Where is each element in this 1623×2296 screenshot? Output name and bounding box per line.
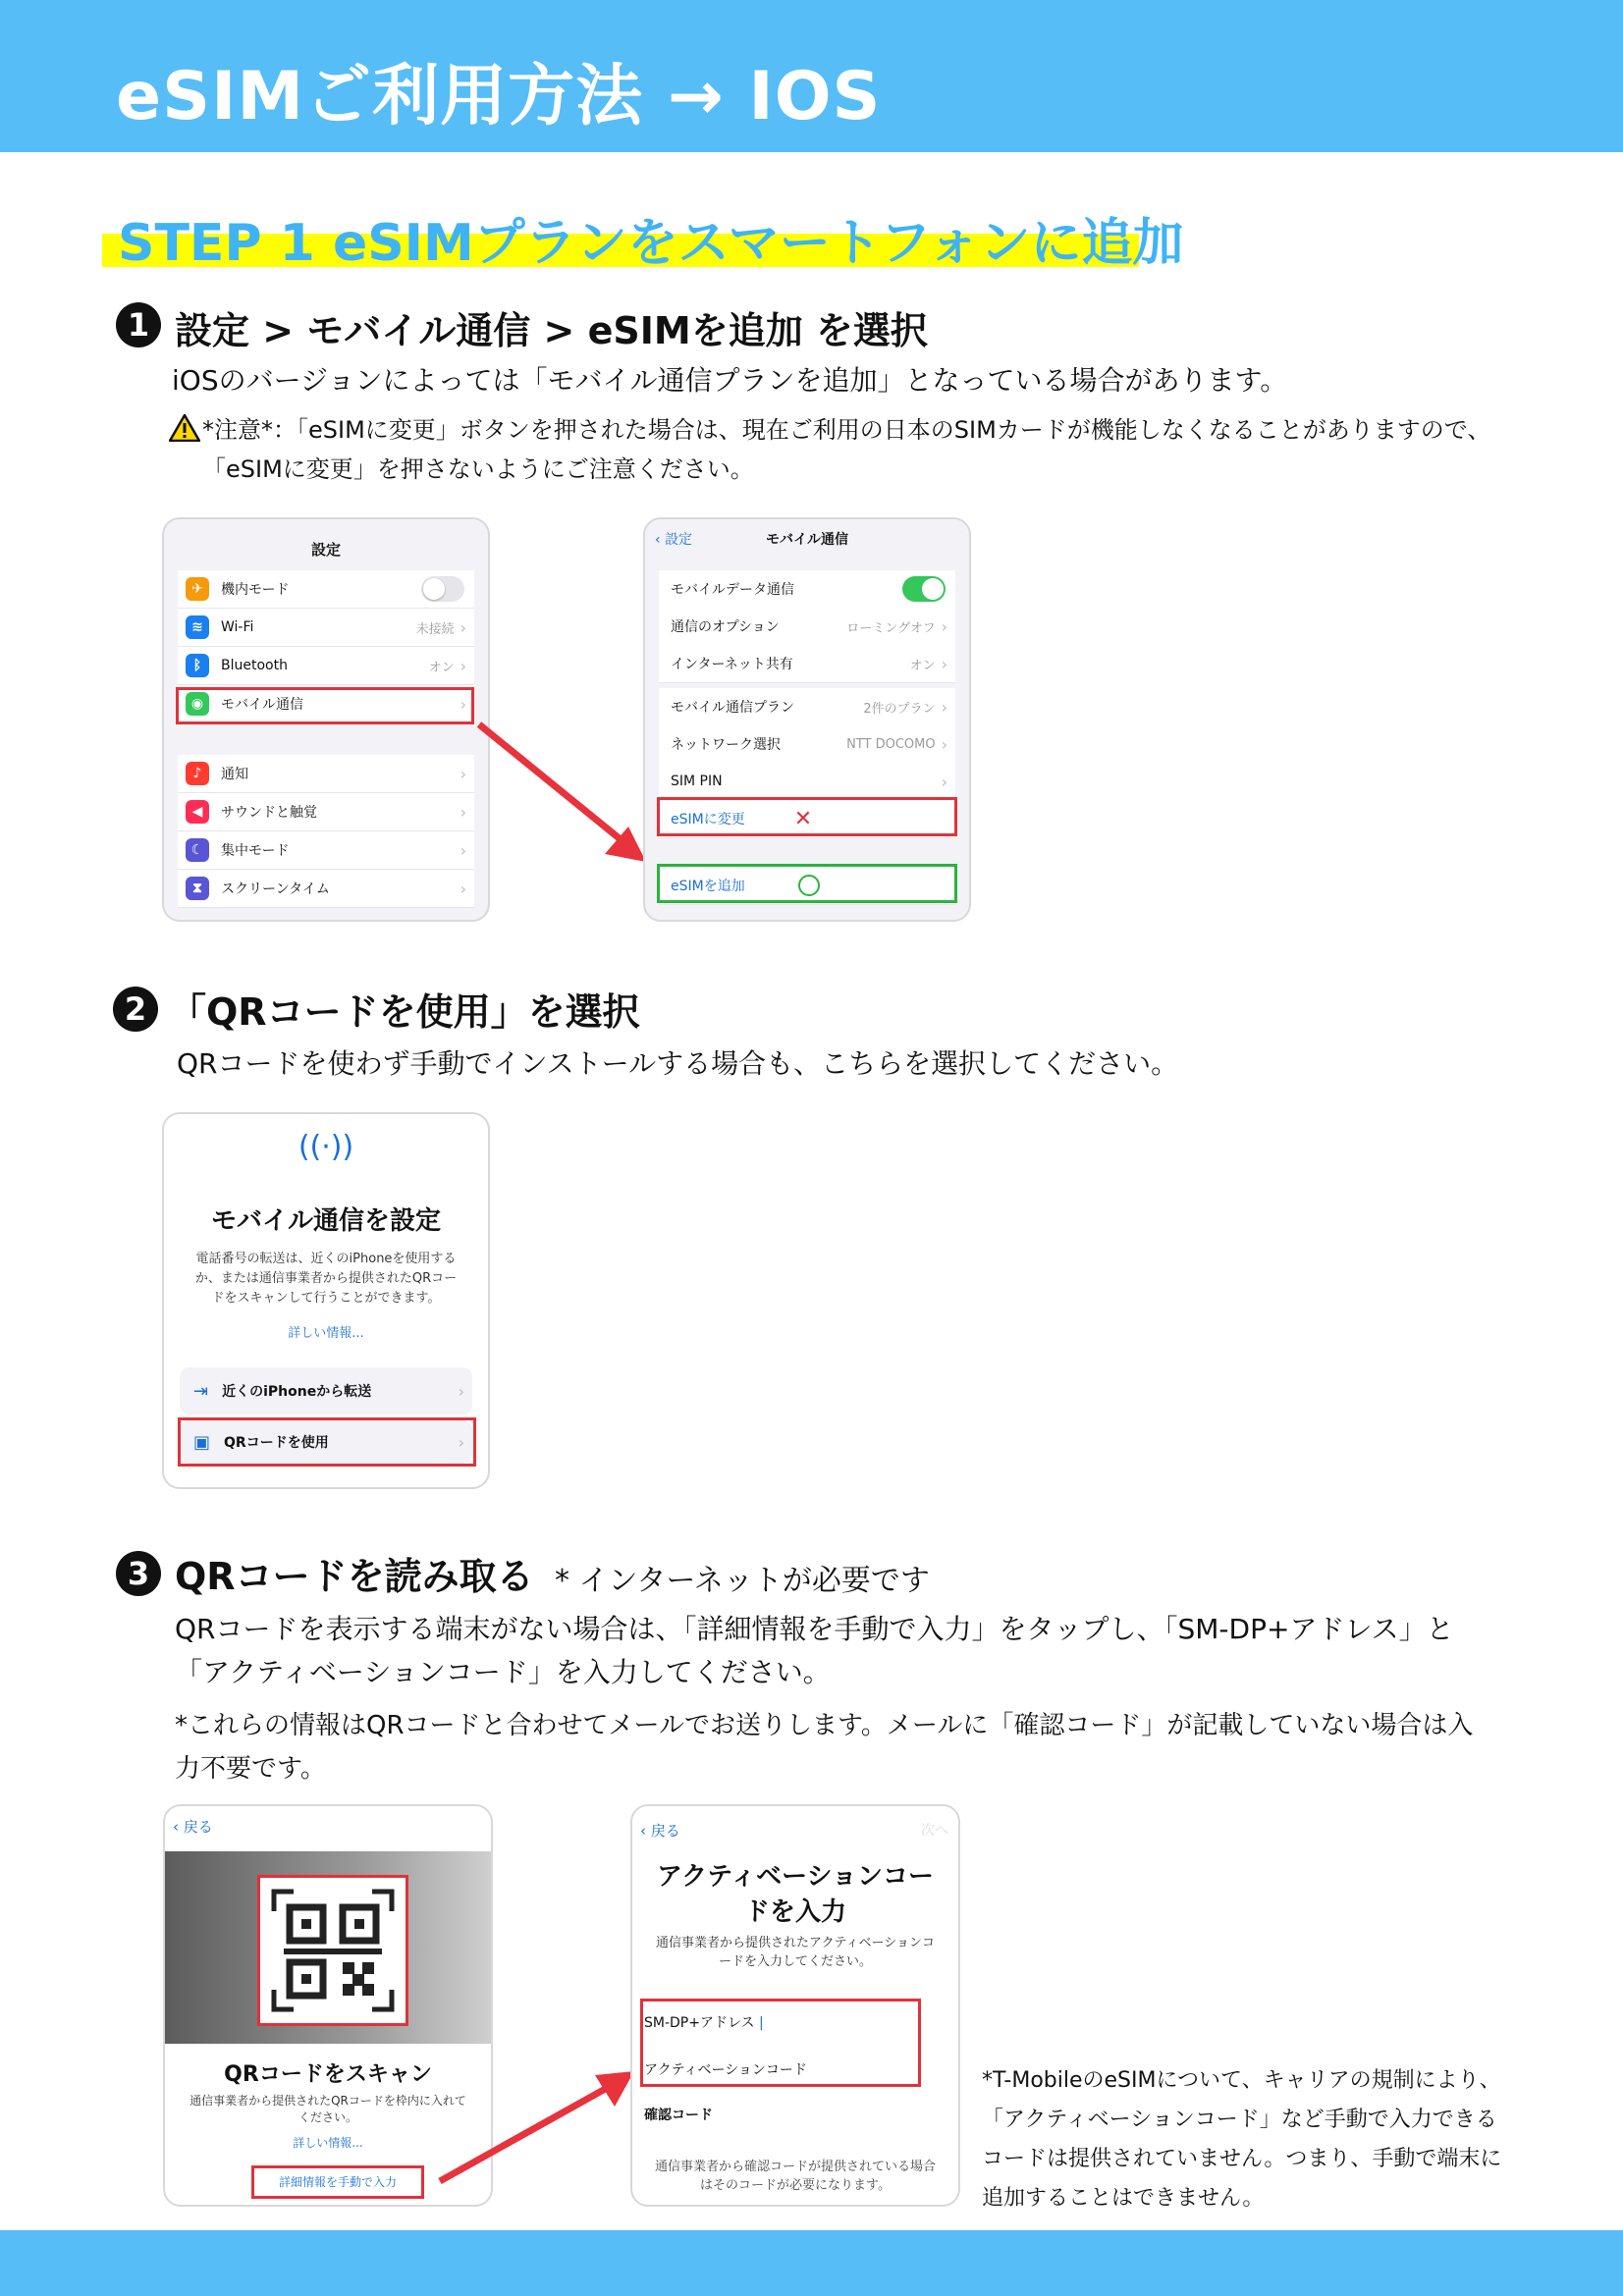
chevron-right-icon: ›	[460, 617, 466, 637]
row-label: 通信のオプション	[671, 619, 780, 635]
item3-body2: *これらの情報はQRコードと合わせてメールでお送りします。メールに「確認コード」が記載していない場合は入力不要です。	[175, 1711, 1474, 1784]
mobile-row-options[interactable]	[659, 608, 955, 646]
item2-note: QRコードを使わず手動でインストールする場合も、こちらを選択してください。	[177, 1047, 1179, 1080]
transfer-option[interactable]	[180, 1367, 472, 1415]
back-label: 設定	[665, 532, 693, 548]
row-label: Bluetooth	[221, 658, 288, 673]
row-label: サウンドと触覚	[221, 805, 317, 821]
chevron-right-icon: ›	[941, 772, 947, 791]
activation-screen	[630, 1804, 960, 2207]
bell-icon: ♪	[186, 762, 209, 785]
row-value: オン	[909, 658, 936, 673]
item1-note: iOSのバージョンによっては「モバイル通信プランを追加」となっている場合があります。	[172, 364, 1288, 397]
setup-screen	[162, 1112, 490, 1489]
item2-heading: 「QRコードを使用」を選択	[169, 990, 640, 1034]
mobile-screen-title: モバイル通信	[766, 532, 848, 548]
arrow-icon	[471, 717, 658, 874]
qr-frame	[257, 1875, 408, 2026]
back-button[interactable]: ‹ 戻る	[173, 1818, 213, 1836]
item1-warning-line2: 「eSIMに変更」を押さないようにご注意ください。	[202, 455, 754, 483]
hourglass-icon: ⧗	[186, 877, 209, 900]
row-value: NTT DOCOMO	[846, 736, 936, 752]
row-label: モバイル通信プラン	[671, 700, 794, 716]
row-label: eSIMを追加	[671, 879, 745, 894]
row-label: 集中モード	[221, 843, 290, 859]
chevron-right-icon: ›	[941, 734, 947, 754]
row-label: モバイル通信	[221, 697, 303, 713]
more-info-link[interactable]: 詳しい情報...	[293, 2136, 363, 2150]
chevron-right-icon: ›	[941, 654, 947, 673]
activation-desc: 通信事業者から提供されたアクティベーションコードを入力してください。	[655, 1936, 936, 1969]
row-label: ネットワーク選択	[671, 737, 781, 753]
back-button[interactable]: ‹ 戻る	[640, 1822, 680, 1840]
step-number-3: 3	[116, 1551, 161, 1596]
item3-internet-note: * インターネットが必要です	[555, 1564, 930, 1598]
mobile-highlight-box	[176, 687, 474, 724]
mobile-row-plans[interactable]	[659, 688, 955, 726]
item1-warning-line1: *注意*：「eSIMに変更」ボタンを押された場合は、現在ご利用の日本のSIMカードが機能しなくなることがありますので、	[202, 416, 1491, 444]
footer-bar	[0, 2230, 1623, 2296]
moon-icon: ☾	[186, 838, 209, 862]
add-esim-highlight-box	[657, 864, 957, 903]
mobile-row-network[interactable]	[659, 725, 955, 764]
row-label: eSIMに変更	[671, 812, 745, 828]
step1-title: STEP 1 eSIMプランをスマートフォンに追加	[118, 214, 1184, 273]
activation-code-field[interactable]: アクティベーションコード	[644, 2062, 807, 2078]
option-label: 近くのiPhoneから転送	[222, 1384, 372, 1400]
row-label: モバイルデータ通信	[671, 582, 794, 598]
mobile-row-data[interactable]	[659, 570, 955, 609]
settings-row-screentime[interactable]	[178, 870, 474, 908]
warning-icon	[169, 414, 200, 442]
chevron-right-icon: ›	[458, 1432, 464, 1452]
antenna-icon: ◉	[186, 692, 209, 716]
mobile-row-simpin[interactable]	[659, 763, 955, 801]
transfer-icon: ⇥	[193, 1380, 209, 1402]
row-label: 通知	[221, 767, 248, 782]
settings-row-sound[interactable]	[178, 793, 474, 831]
text-cursor: |	[759, 2015, 764, 2031]
row-label: SIM PIN	[671, 774, 723, 789]
setup-desc: 電話番号の転送は、近くのiPhoneを使用するか、または通信事業者から提供されたQRコードをスキャンして行うことができます。	[194, 1252, 458, 1306]
settings-row-notifications[interactable]	[178, 755, 474, 793]
airplane-toggle[interactable]	[421, 576, 464, 602]
row-label: スクリーンタイム	[221, 881, 330, 897]
step-number-2: 2	[113, 987, 158, 1032]
cross-icon: ✕	[793, 806, 813, 831]
fields-highlight-box	[640, 1999, 921, 2087]
tmobile-note: *T-MobileのeSIMについて、キャリアの規制により、「アクティベーションコード」など手動で入力できるコードは提供されていません。つまり、手動で端末に追加することはできません。	[982, 2068, 1502, 2211]
row-label: インターネット共有	[671, 657, 793, 672]
settings-row-airplane[interactable]	[178, 570, 474, 609]
option-label: QRコードを使用	[224, 1435, 329, 1451]
chevron-right-icon: ›	[458, 1381, 464, 1401]
back-label: 戻る	[183, 1818, 213, 1836]
qr-code-icon: ▣	[193, 1431, 211, 1453]
speaker-icon: ◀	[186, 800, 209, 824]
mobile-screen	[643, 517, 971, 922]
change-esim-highlight-box	[657, 797, 957, 836]
chevron-right-icon: ›	[941, 697, 947, 717]
chevron-right-icon: ›	[460, 840, 466, 860]
mobile-row-hotspot[interactable]	[659, 645, 955, 683]
chevron-right-icon: ›	[460, 656, 466, 675]
chevron-right-icon: ›	[941, 616, 947, 636]
manual-entry-button[interactable]: 詳細情報を手動で入力	[251, 2165, 424, 2199]
settings-row-wifi[interactable]	[178, 609, 474, 647]
settings-row-focus[interactable]	[178, 831, 474, 870]
row-value: ローミングオフ	[846, 620, 936, 636]
more-info-link[interactable]: 詳しい情報...	[288, 1326, 364, 1341]
scan-desc: 通信事業者から提供されたQRコードを枠内に入れてください。	[189, 2094, 466, 2124]
setup-title: モバイル通信を設定	[210, 1206, 441, 1236]
scan-title: QRコードをスキャン	[224, 2062, 432, 2087]
row-label: 機内モード	[221, 582, 290, 598]
row-value: 2件のプラン	[863, 701, 936, 717]
wifi-icon: ≋	[186, 615, 209, 639]
confirmation-code-field[interactable]: 確認コード	[644, 2108, 713, 2123]
item3-body1: QRコードを表示する端末がない場合は、「詳細情報を手動で入力」をタップし、「SM-DP+アドレス」と「アクティベーションコード」を入力してください。	[175, 1613, 1454, 1688]
chevron-right-icon: ›	[460, 694, 466, 714]
chevron-right-icon: ›	[460, 764, 466, 783]
arrow-icon	[432, 2061, 648, 2189]
antenna-icon: ((·))	[298, 1130, 354, 1164]
settings-row-bluetooth[interactable]	[178, 647, 474, 685]
field-label: SM-DP+アドレス	[644, 2015, 755, 2031]
row-value: 未接続	[415, 621, 455, 637]
next-button[interactable]: 次へ	[921, 1823, 948, 1839]
chevron-right-icon: ›	[460, 802, 466, 822]
item3-heading: QRコードを読み取る	[175, 1555, 534, 1598]
back-label: 戻る	[650, 1822, 680, 1840]
airplane-icon: ✈	[186, 577, 209, 601]
activation-footer: 通信事業者から確認コードが提供されている場合はそのコードが必要になります。	[654, 2160, 936, 2193]
row-label: Wi-Fi	[221, 619, 254, 635]
step-number-1: 1	[116, 302, 161, 347]
chevron-right-icon: ›	[460, 879, 466, 898]
page-title: eSIMご利用方法 → IOS	[116, 58, 882, 135]
settings-screen-title: 設定	[310, 541, 341, 559]
back-button[interactable]: ‹ 設定	[655, 532, 693, 548]
activation-title: アクティベーションコードを入力	[656, 1862, 935, 1927]
row-value: オン	[428, 660, 455, 675]
item1-heading: 設定 > モバイル通信 > eSIMを追加 を選択	[175, 309, 928, 352]
bluetooth-icon: ᛒ	[186, 654, 209, 677]
settings-screen	[162, 517, 490, 922]
qr-code-icon	[260, 1878, 406, 2023]
data-toggle[interactable]	[902, 576, 946, 602]
use-qr-highlight-box	[178, 1417, 476, 1467]
